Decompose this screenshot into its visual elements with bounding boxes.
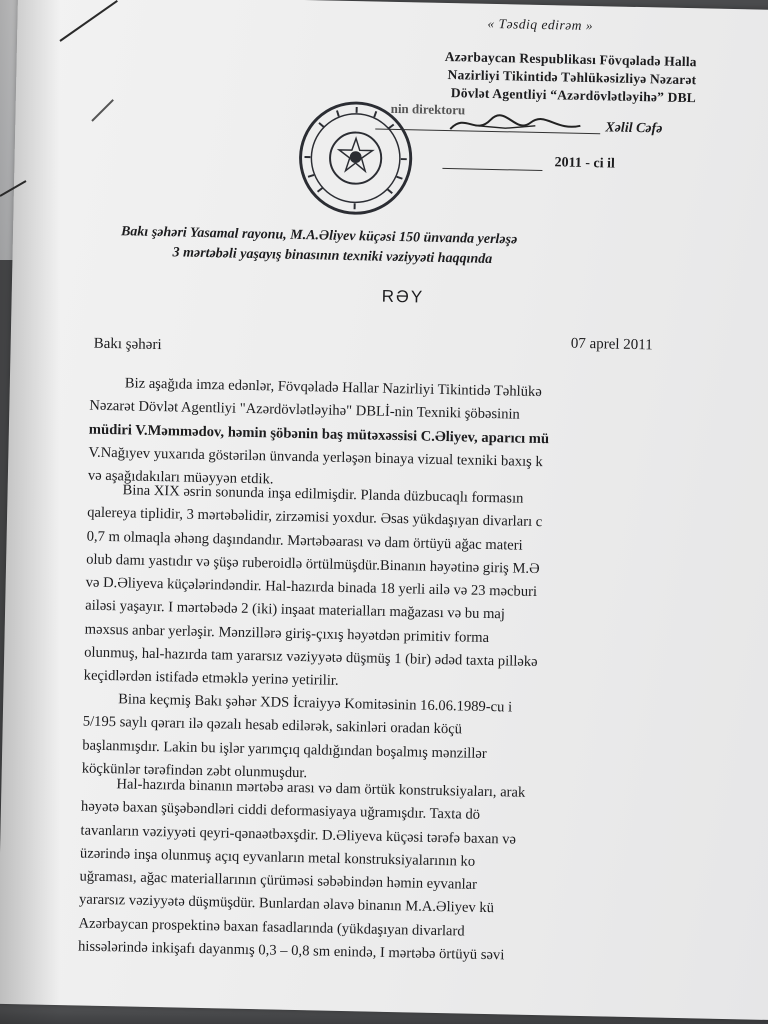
paragraph-line: müdiri V.Məmmədov, həmin şöbənin baş mütəxəssisi C.Əliyev, aparıcı mü: [88, 421, 550, 447]
paragraph-line: yararsız vəziyyətə düşmüşdür. Bunlardan əlavə binanın M.A.Əliyev kü: [78, 891, 495, 917]
paragraph-line: Hal-hazırda binanın mərtəbə arası və dam örtük konstruksiyaları, arak: [116, 776, 526, 801]
director-label: nin direktoru: [390, 100, 466, 118]
paragraph-line: Bina keçmiş Bakı şəhər XDS İcraiyyə Komitəsinin 16.06.1989-cu i: [118, 691, 513, 716]
paragraph-4: [78, 773, 526, 969]
paragraph-line: həyətə baxan şüşəbəndləri ciddi deformasiyaya uğramışdır. Taxta dö: [80, 798, 481, 824]
approval-label: « Təsdiq edirəm »: [487, 15, 594, 34]
paragraph-line: olub damı yastıdır və şüşə ruberoidlə örtülmüşdür.Binanın həyətinə giriş M.Ə: [86, 551, 540, 577]
paragraph-line: keçidlərdən istifadə etməklə yerinə yetirilir.: [83, 667, 339, 690]
paragraph-line: Bina XIX əsrin sonunda inşa edilmişdir. Planda düzbucaqlı formasın: [122, 482, 524, 507]
place-label: Bakı şəhəri: [93, 335, 162, 354]
paragraph-line: ailəsi yaşayır. I mərtəbədə 2 (iki) inşaat materialları mağazası və bu maj: [85, 598, 506, 623]
approval-year: 2011 - ci il: [554, 155, 616, 172]
paragraph-line: köçkünlər tərəfindən zəbt olunmuşdur.: [81, 760, 308, 782]
paragraph-line: 0,7 m olmaqla əhəng daşındandır. Mərtəbəarası və dam örtüyü ağac materi: [86, 528, 523, 554]
paragraph-line: başlanmışdır. Lakin bu işlər yarımçıq qaldığından boşalmış mənzillər: [82, 737, 487, 762]
paragraph-line: Nəzarət Dövlət Agentliyi "Azərdövlətləyihə" DBLİ-nin Texniki şöbəsinin: [89, 397, 520, 423]
document-title-line-1: Bakı şəhəri Yasamal rayonu, M.A.Əliyev küçəsi 150 ünvanda yerləşə: [120, 224, 518, 248]
paragraph-2: [83, 479, 542, 698]
document-heading: RƏY: [381, 286, 425, 307]
paragraph-line: tavanların vəziyyəti qeyri-qənaətbəxşdir. D.Əliyeva küçəsi tərəfə baxan və: [80, 822, 517, 848]
paragraph-line: 5/195 saylı qərarı ilə qəzalı hesab edilərək, sakinləri oradan köçü: [82, 713, 463, 738]
paragraph-line: Biz aşağıda imza edənlər, Fövqəladə Hallar Nazirliyi Tikintidə Təhlükə: [124, 375, 542, 401]
paragraph-line: olunmuş, hal-hazırda tam yararsız vəziyyətə düşmüş 1 (bir) ədəd taxta pilləkə: [84, 644, 538, 671]
paragraph-line: hissələrində inkişafı dayanmış 0,3 – 0,8 sm enində, I mərtəbə örtüyü səvi: [77, 938, 505, 964]
paragraph-1: [88, 372, 551, 498]
official-seal: [295, 98, 415, 218]
date-line: [442, 168, 542, 171]
paragraph-line: V.Nağıyev yuxarıda göstərilən ünvanda yerləşən binaya vizual texniki baxış k: [88, 444, 543, 470]
document-title-line-2: 3 mərtəbəli yaşayış binasının texniki vəziyyəti haqqında: [172, 245, 493, 267]
paragraph-line: üzərində inşa olunmuş açıq eyvanların metal konstruksiyalarının ko: [79, 845, 476, 870]
paragraph-line: uğraması, ağac materiallarının çürüməsi səbəbindən həmin eyvanlar: [79, 868, 478, 893]
paragraph-line: məxsus anbar yerləşir. Mənzillərə giriş-çıxış həyətdən primitiv forma: [84, 621, 490, 646]
document-date: 07 aprel 2011: [570, 335, 653, 354]
paragraph-line: və D.Əliyeva küçələrindəndir. Hal-hazırda binada 18 yerli ailə və 23 məcburi: [85, 574, 538, 601]
signature-scribble: [445, 107, 586, 140]
agency-line-2: Nazirliyi Tikintidə Təhlükəsizliyə Nəzarət: [447, 67, 697, 88]
paragraph-line: Azərbaycan prospektinə baxan fasadlarında (yükdaşıyan divarlard: [78, 915, 465, 940]
signatory-name: Xəlil Cəfə: [605, 120, 663, 137]
paragraph-line: qalereya tiplidir, 3 mərtəbəlidir, zirzəmisi yoxdur. Əsas yükdaşıyan divarları c: [86, 504, 543, 531]
paragraph-line: və aşağıdakıları müəyyən etdik.: [87, 467, 274, 488]
agency-line-3: Dövlət Agentliyi “Azərdövlətləyihə” DBL: [450, 85, 697, 106]
agency-line-1: Azərbaycan Respublikası Fövqəladə Halla: [444, 48, 697, 70]
